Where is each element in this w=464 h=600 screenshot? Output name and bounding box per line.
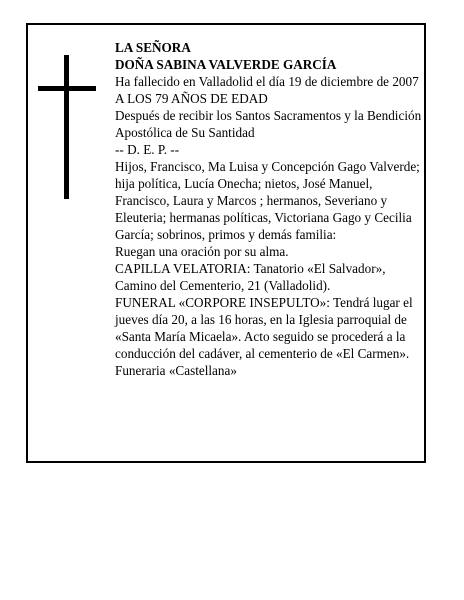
- chapel-info: CAPILLA VELATORIA: Tanatorio «El Salvador», Camino del Cementerio, 21 (Valladolid).: [115, 261, 386, 293]
- prayer-request: Ruegan una oración por su alma.: [115, 244, 289, 259]
- age-line: A LOS 79 AÑOS DE EDAD: [115, 91, 268, 106]
- rip-line: -- D. E. P. --: [115, 142, 180, 157]
- notice-text: [115, 39, 425, 379]
- family-list: Hijos, Francisco, Ma Luisa y Concepción Gago Valverde; hija política, Lucía Onecha; nietos, José Manuel, Francisco, Laura y Marcos ; hermanos, Severiano y Eleuteria; hermanas políticas, Victoriana Gago y Cecilia García; sobrinos, primos y demás familia:: [115, 159, 420, 242]
- cross-vertical-bar: [64, 55, 69, 199]
- funeral-home: Funeraria «Castellana»: [115, 363, 237, 378]
- notice-title-line1: LA SEÑORA: [115, 40, 191, 55]
- cross-icon: [38, 55, 96, 199]
- deceased-name: DOÑA SABINA VALVERDE GARCÍA: [115, 57, 337, 72]
- cross-horizontal-bar: [38, 86, 96, 91]
- death-info: Ha fallecido en Valladolid el día 19 de diciembre de 2007: [115, 74, 419, 89]
- sacraments-line: Después de recibir los Santos Sacramentos y la Bendición Apostólica de Su Santidad: [115, 108, 422, 140]
- obituary-notice: [26, 23, 426, 463]
- funeral-info: FUNERAL «CORPORE INSEPULTO»: Tendrá lugar el jueves día 20, a las 16 horas, en la Iglesia parroquial de «Santa María Micaela». Acto seguido se procederá a la conducción del cadáver, al cementerio de «El Carmen».: [115, 295, 413, 361]
